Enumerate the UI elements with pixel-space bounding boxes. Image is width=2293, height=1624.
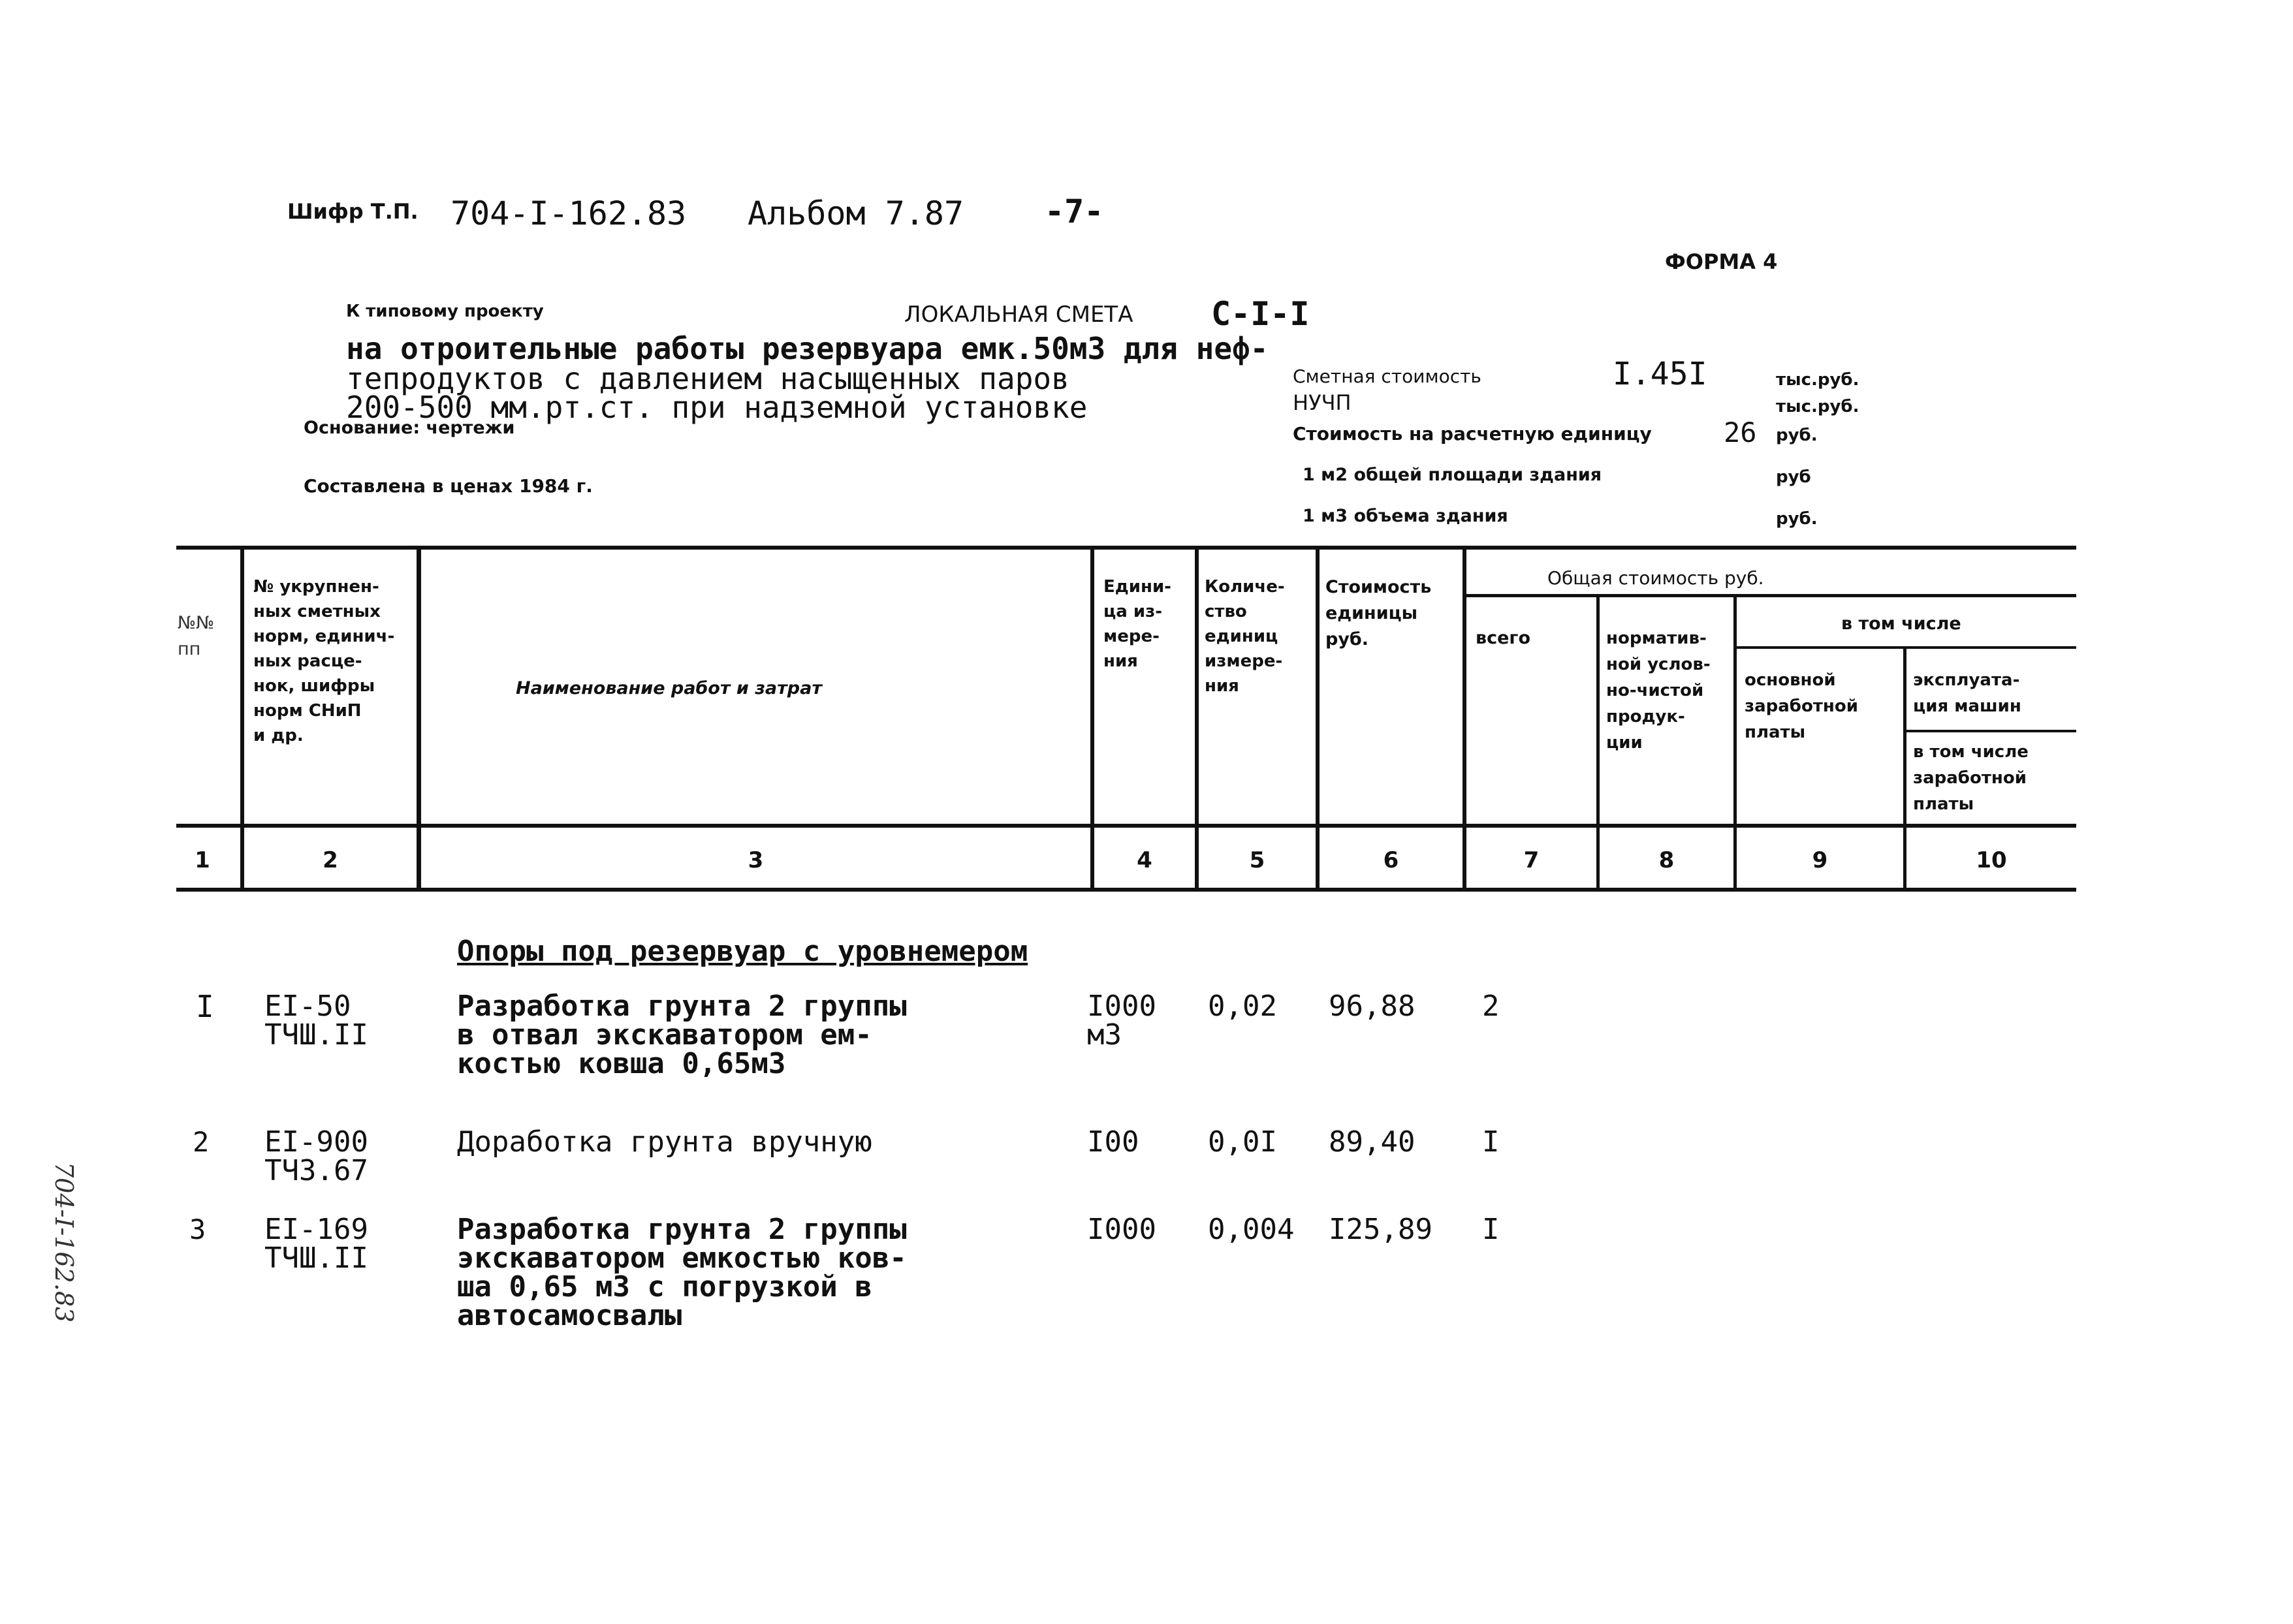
- row-code: EI-50 ТЧШ.II: [264, 990, 368, 1052]
- header-work-name: Наименование работ и затрат: [516, 678, 822, 698]
- side-note: 704-I-162.83: [50, 1162, 78, 1323]
- volume-unit: руб.: [1776, 509, 1818, 529]
- unit-cost-label: Стоимость на расчетную единицу: [1293, 423, 1652, 445]
- column-number: 1: [195, 847, 210, 873]
- header-machine-salary: в том числе заработной платы: [1913, 742, 2029, 814]
- project-code: 704-I-162.83: [451, 195, 687, 232]
- row-number: 2: [193, 1126, 210, 1158]
- row-name: Разработка грунта 2 группы в отвал экскаватором ем- костью ковша 0,65м3: [457, 990, 907, 1080]
- title-line-1: на отроительные работы резервуара емк.50м3 для неф-: [346, 331, 1269, 366]
- column-number: 8: [1658, 847, 1675, 873]
- row-total: I: [1482, 1125, 1500, 1159]
- nuchp-unit: тыс.руб.: [1776, 397, 1859, 416]
- row-unit: I000: [1087, 1213, 1156, 1246]
- row-unit-price: I25,89: [1329, 1213, 1432, 1246]
- column-number: 4: [1137, 847, 1152, 873]
- column-number: 2: [323, 847, 338, 873]
- row-name: Разработка грунта 2 группы экскаватором емкостью ков- ша 0,65 м3 с погрузкой в автосамосвалы: [457, 1213, 907, 1332]
- cost-label: Сметная стоимость: [1293, 366, 1481, 387]
- unit-cost-unit: руб.: [1776, 426, 1818, 445]
- row-unit-price: 89,40: [1329, 1125, 1415, 1159]
- row-unit: I000 м3: [1087, 990, 1156, 1052]
- header-total: всего: [1476, 628, 1531, 648]
- basis-label: Основание: чертежи: [304, 418, 515, 438]
- unit-cost-value: 26: [1724, 416, 1757, 448]
- row-total: I: [1482, 1213, 1500, 1246]
- cost-value: I.45I: [1613, 356, 1707, 392]
- cost-unit: тыс.руб.: [1776, 370, 1859, 390]
- row-name: Доработка грунта вручную: [457, 1125, 872, 1159]
- section-title: Опоры под резервуар с уровнемером: [457, 935, 1028, 968]
- row-quantity: 0,02: [1208, 990, 1277, 1023]
- column-number: 10: [1976, 847, 2007, 873]
- title-line-2: тепродуктов с давлением насыщенных паров: [346, 361, 1069, 396]
- album-label: Альбом 7.87: [748, 195, 964, 232]
- row-code: EI-169 ТЧШ.II: [264, 1213, 368, 1275]
- compiled-label: Составлена в ценах 1984 г.: [304, 475, 593, 497]
- row-quantity: 0,0I: [1208, 1125, 1277, 1159]
- row-code: EI-900 ТЧЗ.67: [264, 1125, 368, 1187]
- row-unit: I00: [1087, 1125, 1139, 1159]
- header-norm-code: № укрупнен- ных сметных норм, единич- ных расце- нок, шифры норм СНиП и др.: [253, 577, 395, 745]
- header-net-production: норматив- ной услов- но-чистой продук- ции: [1606, 629, 1711, 753]
- page-number: -7-: [1045, 193, 1104, 230]
- to-project-label: К типовому проекту: [346, 302, 544, 321]
- header-machine-operation: эксплуата- ция машин: [1913, 670, 2021, 716]
- column-number: 9: [1812, 847, 1828, 873]
- column-number: 3: [748, 847, 764, 873]
- header-unit: Едини- ца из- мере- ния: [1103, 577, 1171, 671]
- column-number: 5: [1249, 847, 1265, 873]
- area-unit: руб: [1776, 467, 1811, 487]
- row-number: 3: [189, 1213, 206, 1245]
- header-num: №№ пп: [178, 613, 215, 659]
- title-line-3: 200-500 мм.рт.ст. при надземной установке: [346, 390, 1088, 425]
- row-quantity: 0,004: [1208, 1213, 1295, 1246]
- row-unit-price: 96,88: [1329, 990, 1415, 1023]
- row-number: I: [196, 989, 214, 1024]
- form-label: ФОРМА 4: [1665, 249, 1778, 274]
- estimate-code: С-I-I: [1211, 295, 1310, 333]
- header-unit-price: Стоимость единицы руб.: [1325, 577, 1432, 649]
- column-number: 7: [1523, 847, 1540, 873]
- header-quantity: Количе- ство единиц измере- ния: [1205, 577, 1285, 696]
- column-number: 6: [1383, 847, 1399, 873]
- estimate-label: ЛОКАЛЬНАЯ СМЕТА: [904, 302, 1133, 328]
- area-label: 1 м2 общей площади здания: [1303, 465, 1602, 485]
- row-total: 2: [1482, 990, 1500, 1023]
- volume-label: 1 м3 объема здания: [1303, 506, 1508, 526]
- cipher-label: Шифр Т.П.: [287, 199, 419, 224]
- header-including: в том числе: [1841, 614, 1961, 634]
- header-total-group: Общая стоимость руб.: [1547, 567, 1764, 589]
- header-base-salary: основной заработной платы: [1745, 670, 1858, 742]
- nuchp-label: НУЧП: [1293, 390, 1352, 415]
